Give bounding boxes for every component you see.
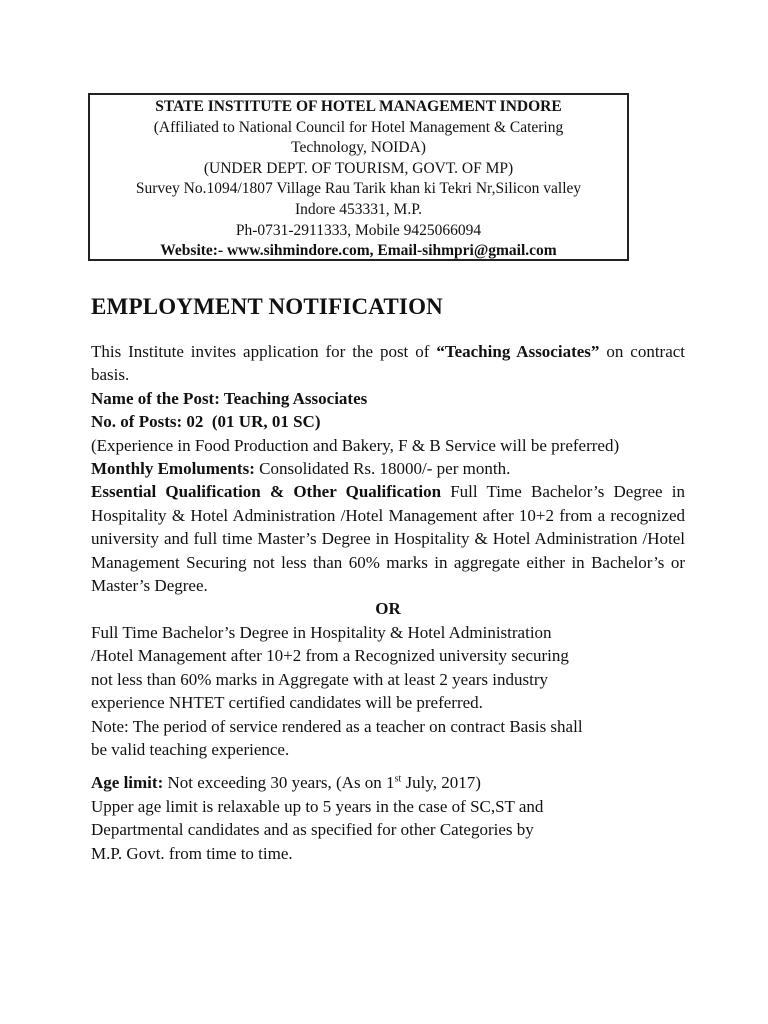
age-relaxation [91, 795, 685, 865]
qualification-paragraph [91, 480, 685, 597]
institute-name: STATE INSTITUTE OF HOTEL MANAGEMENT INDORE [155, 98, 562, 115]
qualification-text: Full Time Bachelor’s Degree in Hospitality & Hotel Administration /Hotel Management after 10+2 from a recognized university and full time Master’s Degree in Hospitality & Hotel Administration /Hotel Management Securing not less than 60% marks in aggregate either in Bachelor’s or Master’s Degree. [91, 482, 686, 596]
emoluments-value: Consolidated Rs. 18000/- per month. [254, 459, 511, 479]
alt-qualification-line: not less than 60% marks in Aggregate with at least 2 years industry [91, 669, 549, 689]
post-name: Name of the Post: Teaching Associates [91, 388, 368, 408]
note [91, 715, 685, 762]
intro-suffix: on contract basis. [91, 342, 686, 385]
alt-qualification-line: Full Time Bachelor’s Degree in Hospitality & Hotel Administration [91, 622, 552, 642]
or-separator: OR [375, 599, 401, 619]
emoluments-line [91, 457, 685, 480]
age-limit-superscript: st [394, 773, 402, 785]
website-email-line: Website:- www.sihmindore.com, Email-sihmpri@gmail.com [160, 242, 557, 260]
affiliation-line-1: (Affiliated to National Council for Hotel Management & Catering [153, 118, 564, 136]
page-title: EMPLOYMENT NOTIFICATION [91, 294, 443, 319]
department-line: (UNDER DEPT. OF TOURISM, GOVT. OF MP) [203, 159, 514, 177]
age-limit-text: Not exceeding 30 years, (As on 1 [163, 773, 395, 793]
notification-body [91, 340, 685, 865]
intro-paragraph [91, 340, 685, 387]
phone-line: Ph-0731-2911333, Mobile 9425066094 [235, 221, 482, 239]
post-title-quoted: “Teaching Associates” [436, 342, 600, 361]
alt-qualification [91, 621, 685, 715]
age-limit-date: July, 2017) [401, 773, 481, 793]
experience-preference: (Experience in Food Production and Bakery, F & B Service will be preferred) [91, 435, 620, 455]
intro-prefix: This Institute invites application for the post of [91, 342, 437, 361]
institute-header-box [88, 93, 629, 261]
age-relaxation-line: M.P. Govt. from time to time. [91, 843, 293, 863]
address-line-1: Survey No.1094/1807 Village Rau Tarik khan ki Tekri Nr,Silicon valley [135, 180, 582, 198]
address-line-2: Indore 453331, M.P. [294, 200, 422, 218]
emoluments-label: Monthly Emoluments: [91, 459, 255, 479]
affiliation-line-2: Technology, NOIDA) [291, 139, 426, 157]
note-line: be valid teaching experience. [91, 739, 290, 759]
alt-qualification-line: /Hotel Management after 10+2 from a Recognized university securing [91, 646, 569, 666]
age-limit-line [91, 771, 685, 794]
note-line: Note: The period of service rendered as a teacher on contract Basis shall [91, 716, 583, 736]
qualification-label: Essential Qualification & Other Qualification [91, 482, 442, 502]
age-relaxation-line: Upper age limit is relaxable up to 5 years in the case of SC,ST and [91, 796, 544, 816]
number-of-posts: No. of Posts: 02 (01 UR, 01 SC) [91, 412, 321, 432]
age-limit-label: Age limit: [91, 773, 164, 793]
age-relaxation-line: Departmental candidates and as specified for other Categories by [91, 820, 534, 840]
alt-qualification-line: experience NHTET certified candidates will be preferred. [91, 693, 483, 713]
